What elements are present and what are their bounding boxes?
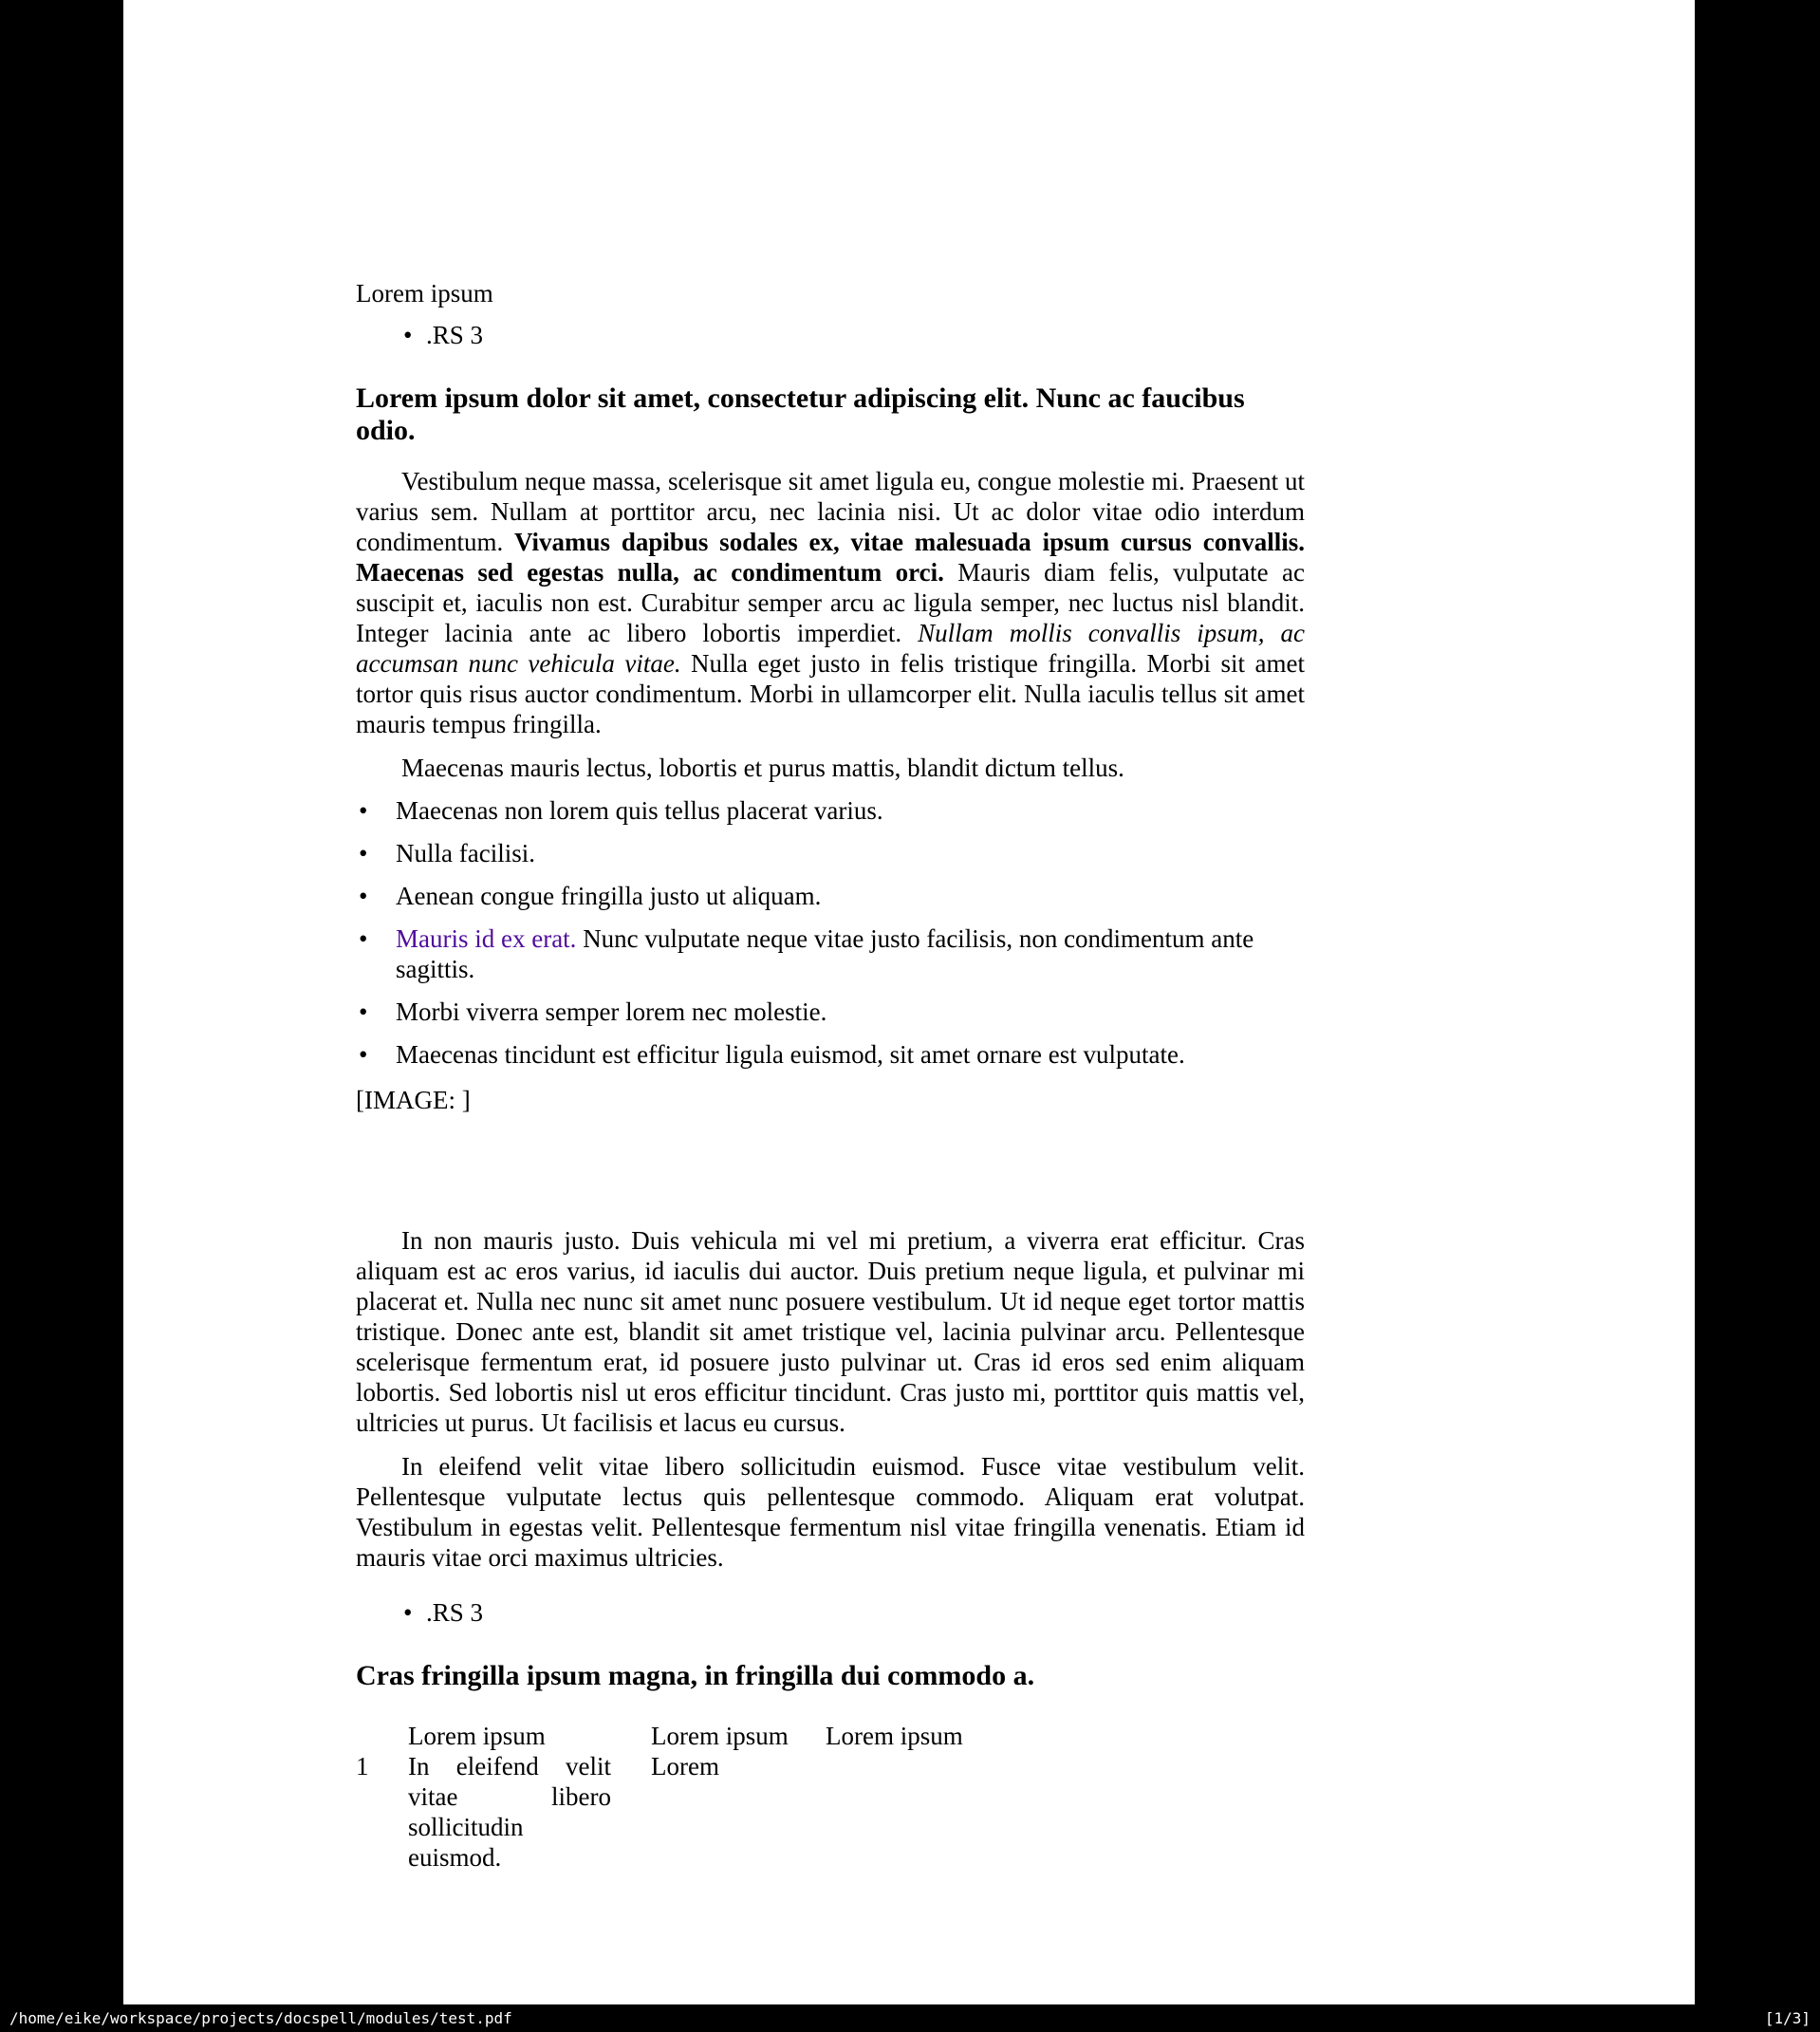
list-item: • Aenean congue fringilla justo ut aliquam.: [356, 881, 1305, 911]
paragraph1-text-c: Nulla eget justo in felis tristique fringilla. Morbi sit amet tortor quis risus auctor condimentum. Morbi in ullamcorper elit. Nulla iaculis tellus sit amet mauris tempus fringilla.: [356, 649, 1305, 738]
lorem-table: [356, 1721, 1305, 1873]
rs-macro-label: .RS 3: [426, 1598, 484, 1627]
image-placeholder-gap: [356, 1115, 1305, 1206]
table-row-number: 1: [356, 1752, 369, 1780]
paragraph1-bold-text: Vivamus dapibus sodales ex, vitae malesuada ipsum cursus convallis. Maecenas sed egestas nulla, ac condimentum orci.: [356, 528, 1305, 587]
rs-macro-bullet: [403, 1597, 1305, 1628]
viewer-statusbar: [0, 2004, 1820, 2032]
paragraph1-text-a: Vestibulum neque massa, scelerisque sit amet ligula eu, congue molestie mi. Praesent ut varius sem. Nullam at porttitor arcu, nec lacinia nisi. Ut ac dolor vitae odio interdum condimentum.: [356, 467, 1305, 556]
table-cell: [826, 1751, 1015, 1873]
list-item-link-rest: Nunc vulputate neque vitae justo facilisis, non condimentum ante sagittis.: [396, 924, 1254, 983]
section1-paragraph2: Maecenas mauris lectus, lobortis et purus mattis, blandit dictum tellus.: [401, 754, 1124, 782]
section1-paragraph3: In non mauris justo. Duis vehicula mi vel mi pretium, a viverra erat efficitur. Cras aliquam est ac eros varius, id iaculis dui auctor. Duis pretium neque ligula, et pulvinar mi placerat et. Nulla nec nunc sit amet nunc posuere vestibulum. Ut id neque eget tortor mattis tristique. Donec ante est, blandit sit amet tristique vel, lacinia pulvinar arcu. Pellentesque scelerisque fermentum erat, id posuere justo pulvinar ut. Cras id eros sed enim aliquam lobortis. Sed lobortis nisl ut eros efficitur tincidunt. Cras justo mi, porttitor quis mattis vel, ultricies ut purus. Ut facilisis et lacus eu cursus.: [356, 1226, 1305, 1437]
list-item: • Maecenas non lorem quis tellus placerat varius.: [356, 795, 1305, 826]
table-header-cell: Lorem ipsum: [651, 1722, 789, 1750]
table-cell: Lorem: [651, 1752, 719, 1780]
table-header-cell: Lorem ipsum: [408, 1722, 546, 1750]
rs-macro-label: .RS 3: [426, 321, 484, 349]
pdf-page-content: [356, 0, 1305, 1873]
section2-heading: Cras fringilla ipsum magna, in fringilla dui commodo a.: [356, 1660, 1035, 1691]
section1-heading: Lorem ipsum dolor sit amet, consectetur adipiscing elit. Nunc ac faucibus odio.: [356, 382, 1245, 446]
table-cell: In eleifend velit vitae libero sollicitudin euismod.: [408, 1752, 611, 1872]
image-placeholder-text: [IMAGE: ]: [356, 1086, 471, 1114]
section1-paragraph1: [356, 466, 1305, 739]
statusbar-file-path: /home/eike/workspace/projects/docspell/modules/test.pdf: [9, 2009, 512, 2027]
section1-bullet-list: [356, 795, 1305, 1070]
table-header-cell: Lorem ipsum: [826, 1722, 963, 1750]
pdf-page: [123, 0, 1695, 2004]
section1-paragraph4: In eleifend velit vitae libero sollicitudin euismod. Fusce vitae vestibulum velit. Pellentesque vulputate lectus quis pellentesque commodo. Aliquam erat volutpat. Vestibulum in egestas velit. Pellentesque fermentum nisl vitae fringilla venenatis. Etiam id mauris vitae orci maximus ultricies.: [356, 1452, 1305, 1572]
list-item: • Nulla facilisi.: [356, 838, 1305, 868]
table-header-blank: [356, 1721, 408, 1751]
statusbar-page-indicator: [1/3]: [1764, 2009, 1811, 2027]
rs-macro-bullet: [403, 320, 1305, 350]
list-item: • Morbi viverra semper lorem nec molestie.: [356, 997, 1305, 1027]
paragraph1-italic-text: Nullam mollis convallis ipsum, ac accumsan nunc vehicula vitae.: [356, 619, 1305, 678]
list-item: • Maecenas tincidunt est efficitur ligula euismod, sit amet ornare est vulputate.: [356, 1039, 1305, 1070]
intro-line: Lorem ipsum: [356, 279, 493, 308]
list-item-with-link: [356, 923, 1305, 984]
paragraph1-text-b: Mauris diam felis, vulputate ac suscipit et, iaculis non est. Curabitur semper arcu ac ligula semper, nec luctus nisl blandit. Integer lacinia ante ac libero lobortis imperdiet.: [356, 558, 1305, 647]
mauris-id-ex-erat-link[interactable]: Mauris id ex erat.: [396, 924, 577, 953]
